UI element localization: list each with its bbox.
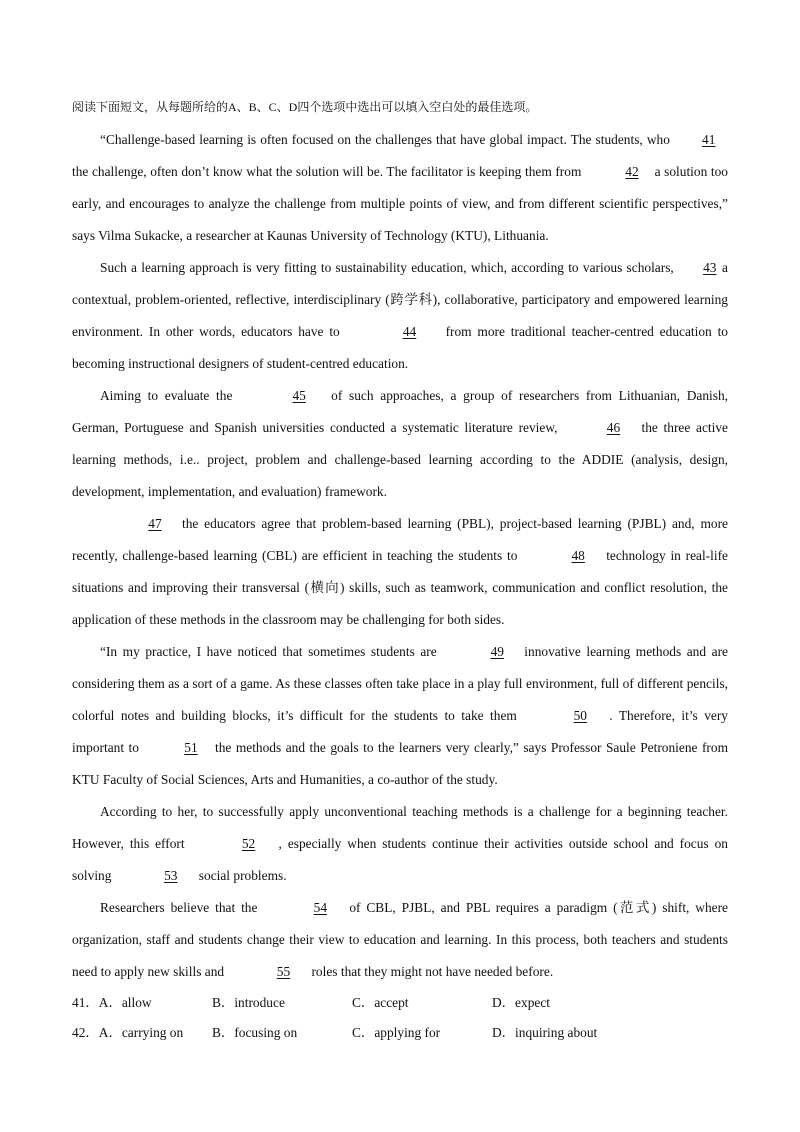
- p5-text-b: innovative learning methods and are considering them as a sort of a game. As these classes often take place in a play full environment, full of different pencils, colorful notes and building blocks, it’s difficult for the students to take them: [72, 644, 728, 723]
- blank-47: 47: [148, 516, 162, 531]
- p3-text-c: of such approaches, a group of researchers from Lithuanian, Danish, German, Portuguese and Spanish universities conducted a systematic literature review,: [72, 388, 728, 435]
- q41-option-b[interactable]: B．introduce: [212, 995, 285, 1010]
- blank-51: 51: [184, 740, 198, 755]
- paragraph-1: [72, 124, 728, 252]
- question-41-options: [72, 988, 728, 1018]
- p2-text-c: a contextual, problem-oriented, reflective, interdisciplinary (跨学科), collaborative, participatory and empowered learning environment. In other words, educators have to: [72, 260, 728, 339]
- p6-text-a: According to her, to successfully apply unconventional teaching methods is a challenge for a beginning teacher. However, this effort: [72, 804, 728, 851]
- p5-text-a: “In my practice, I have noticed that sometimes students are: [100, 644, 437, 659]
- q42-option-d[interactable]: D．inquiring about: [492, 1025, 598, 1040]
- p7-text-b: of CBL, PJBL, and PBL requires a paradigm (范式) shift, where organization, staff and students change their view to education and learning. In this process, both teachers and students need to apply new skills and: [72, 900, 728, 979]
- paragraph-6: [72, 796, 728, 892]
- question-42-options: [72, 1018, 728, 1048]
- blank-50: 50: [573, 708, 587, 723]
- p7-text-a: Researchers believe that the: [100, 900, 258, 915]
- q41-option-c[interactable]: C．accept: [352, 995, 409, 1010]
- p4-text-a: the educators agree that problem-based learning (PBL), project-based learning (PJBL) and, more recently, challenge-based learning (CBL) are efficient in teaching the students to: [72, 516, 728, 563]
- q41-option-a[interactable]: 41．A．allow: [72, 995, 152, 1010]
- p3-text-d: the three active learning methods, i.e.. project, problem and challenge-based learning according to the ADDIE (analysis, design, development, implementation, and evaluation) framework.: [72, 420, 728, 499]
- p6-text-c: social problems.: [198, 868, 287, 883]
- blank-45: 45: [292, 388, 306, 403]
- p3-text-a: Aiming to evaluate the: [100, 388, 233, 403]
- p7-text-c: roles that they might not have needed before.: [311, 964, 554, 979]
- page: [72, 96, 728, 1048]
- paragraph-5: [72, 636, 728, 796]
- q42-option-c[interactable]: C．applying for: [352, 1025, 441, 1040]
- q42-option-a[interactable]: 42．A．carrying on: [72, 1025, 184, 1040]
- blank-46: 46: [606, 420, 621, 435]
- p2-text-a: Such a learning approach is very fitting to sustainability education, which, according to various scholars,: [100, 260, 674, 275]
- p4-text-b: technology in real-life situations and improving their transversal (横向) skills, such as teamwork, communication and conflict resolution, the application of these methods in the classroom may be challenging for both sides.: [72, 548, 728, 627]
- p1-text-a: “Challenge-based learning is often focused on the challenges that have global impact. The students, who: [100, 132, 670, 147]
- paragraph-4: [72, 508, 728, 636]
- blank-42: 42: [625, 164, 639, 179]
- p1-text-d: a solution too early, and encourages to analyze the challenge from multiple points of view, and from different scientific perspectives,” says Vilma Sukacke, a researcher at Kaunas University of Technology (KTU), Lithuania.: [72, 164, 728, 243]
- blank-44: 44: [402, 324, 417, 339]
- p2-text-d: from more traditional teacher-centred education to becoming instructional designers of student-centred education.: [72, 324, 728, 371]
- p1-text-c: the challenge, often don’t know what the solution will be. The facilitator is keeping them from: [72, 164, 582, 179]
- paragraph-7: [72, 892, 728, 988]
- blank-48: 48: [571, 548, 585, 563]
- q41-option-d[interactable]: D．expect: [492, 995, 551, 1010]
- p6-text-b: , especially when students continue their activities outside school and focus on solving: [72, 836, 728, 883]
- blank-52: 52: [241, 836, 256, 851]
- q42-option-b[interactable]: B．focusing on: [212, 1025, 298, 1040]
- paragraph-2: [72, 252, 728, 380]
- blank-53: 53: [164, 868, 178, 883]
- blank-43: 43: [703, 260, 717, 275]
- p5-text-c: . Therefore, it’s very important to: [72, 708, 728, 755]
- p5-text-d: the methods and the goals to the learners very clearly,” says Professor Saule Petroniene from KTU Faculty of Social Sciences, Arts and Humanities, a co-author of the study.: [72, 740, 728, 787]
- paragraph-3: [72, 380, 728, 508]
- blank-49: 49: [490, 644, 504, 659]
- blank-41: 41: [702, 132, 716, 147]
- instruction: 阅读下面短文，从每题所给的A、B、C、D四个选项中选出可以填入空白处的最佳选项。: [72, 100, 538, 114]
- blank-55: 55: [276, 964, 291, 979]
- blank-54: 54: [313, 900, 328, 915]
